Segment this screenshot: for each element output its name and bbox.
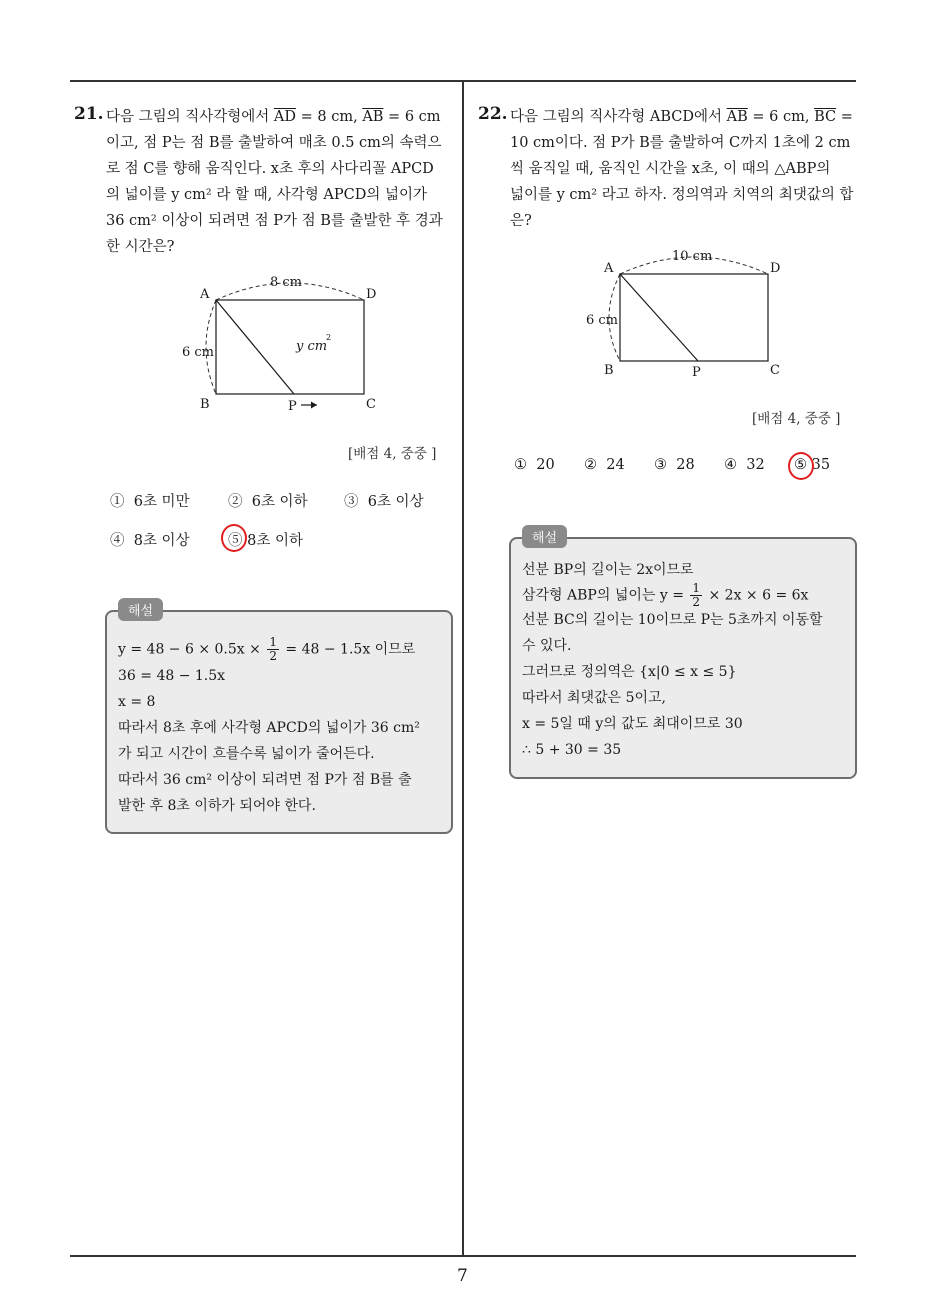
question-number: 22.: [478, 104, 508, 124]
solution-line-6: 따라서 최댓값은 5이고,: [522, 690, 666, 706]
solution-line-3: 선분 BC의 길이는 10이므로 P는 5초까지 이동할: [522, 612, 823, 628]
solution-line-5: 가 되고 시간이 흐를수록 넓이가 줄어든다.: [118, 746, 375, 762]
arrow-head: [311, 402, 317, 409]
solution-line-8: ∴ 5 + 30 = 35: [522, 742, 622, 758]
rectangle-abcd: [216, 300, 364, 394]
vertex-p: P: [288, 399, 297, 414]
choice-4[interactable]: ④ 32: [724, 457, 765, 473]
question-22-line-3: 씩 움직일 때, 움직인 시간을 x초, 이 때의 △ABP의: [510, 161, 831, 177]
answer-circle-mark: [788, 452, 814, 480]
solution-tag: 해설: [522, 525, 567, 548]
choice-2[interactable]: ② 24: [584, 457, 625, 473]
vertex-c: C: [770, 363, 780, 378]
vertex-d: D: [770, 261, 781, 276]
question-21-line-4: 의 넓이를 y cm² 라 할 때, 사각형 APCD의 넓이가: [106, 187, 428, 203]
choice-3[interactable]: ③ 28: [654, 457, 695, 473]
fraction: $\frac{1}{2}$: [692, 581, 701, 609]
column-divider: [462, 82, 464, 1256]
solution-line-3: x = 8: [118, 694, 156, 710]
segment-ap: [620, 274, 698, 361]
solution-line-7: x = 5일 때 y의 값도 최대이므로 30: [522, 716, 743, 732]
vertex-a: A: [604, 261, 614, 276]
label-left: 6 cm: [586, 313, 619, 328]
question-21-meta: [배점 4, 중중 ]: [348, 446, 437, 462]
solution-line-6: 따라서 36 cm² 이상이 되려면 점 P가 점 B를 출: [118, 772, 412, 788]
solution-line-4: 수 있다.: [522, 638, 572, 654]
solution-line-4: 따라서 8초 후에 사각형 APCD의 넓이가 36 cm²: [118, 720, 420, 736]
solution-line-7: 발한 후 8초 이하가 되어야 한다.: [118, 798, 316, 814]
choice-1[interactable]: ① 20: [514, 457, 555, 473]
question-21-line-1: 다음 그림의 직사각형에서 $\overline{AD} = 8$ cm, $\overline{AB} = 6$ cm: [106, 109, 441, 125]
solution-tag: 해설: [118, 598, 163, 621]
choice-2[interactable]: ② 6초 이하: [228, 494, 308, 510]
solution-line-1: y = 48 − 6 × 0.5x × $\frac{1}{2}$ = 48 − 1.5x 이므로: [118, 635, 416, 663]
page-number: 7: [457, 1266, 468, 1286]
answer-circle-mark: [221, 524, 247, 552]
choice-4[interactable]: ④ 8초 이상: [110, 533, 190, 549]
bottom-rule: [70, 1255, 856, 1257]
fraction: $\frac{1}{2}$: [269, 635, 277, 663]
question-22-line-5: 은?: [510, 213, 532, 229]
question-22-line-1: 다음 그림의 직사각형 ABCD에서 $\overline{AB} = 6$ cm, $\overline{BC}$ =: [510, 109, 853, 125]
solution-line-2: 삼각형 ABP의 넓이는 y = $\frac{1}{2}$ × 2x × 6 = 6x: [522, 581, 809, 609]
label-left: 6 cm: [182, 345, 215, 360]
rectangle-abcd: [620, 274, 768, 361]
solution-line-5: 그러므로 정의역은 {x|0 ≤ x ≤ 5}: [522, 664, 737, 680]
choice-1[interactable]: ① 6초 미만: [110, 494, 190, 510]
solution-line-1: 선분 BP의 길이는 2x이므로: [522, 562, 694, 578]
label-area-sup: 2: [326, 333, 332, 342]
question-number: 21.: [74, 104, 104, 124]
vertex-c: C: [366, 397, 376, 412]
question-22-meta: [배점 4, 중중 ]: [752, 411, 841, 427]
question-21-figure: [170, 268, 410, 418]
question-21-line-6: 한 시간은?: [106, 239, 175, 255]
question-21-line-3: 로 점 C를 향해 움직인다. x초 후의 사다리꼴 APCD: [106, 161, 434, 177]
choice-3[interactable]: ③ 6초 이상: [344, 494, 424, 510]
vertex-b: B: [604, 363, 614, 378]
question-22-line-4: 넓이를 y cm² 라고 하자. 정의역과 치역의 최댓값의 합: [510, 187, 854, 203]
label-top: 8 cm: [270, 275, 303, 290]
question-22-figure: [578, 240, 798, 380]
vertex-p: P: [692, 365, 701, 380]
question-21-line-5: 36 cm² 이상이 되려면 점 P가 점 B를 출발한 후 경과: [106, 213, 443, 229]
vertex-d: D: [366, 287, 377, 302]
choice-5[interactable]: ⑤ 8초 이하: [228, 533, 303, 549]
segment-ap: [216, 300, 294, 394]
question-22-line-2: 10 cm이다. 점 P가 B를 출발하여 C까지 1초에 2 cm: [510, 135, 851, 151]
solution-line-2: 36 = 48 − 1.5x: [118, 668, 226, 684]
choice-5[interactable]: ⑤ 35: [794, 457, 831, 473]
vertex-b: B: [200, 397, 210, 412]
label-top: 10 cm: [672, 249, 713, 264]
label-area: y cm: [296, 339, 328, 354]
question-21-line-2: 이고, 점 P는 점 B를 출발하여 매초 0.5 cm의 속력으: [106, 135, 442, 151]
vertex-a: A: [200, 287, 210, 302]
